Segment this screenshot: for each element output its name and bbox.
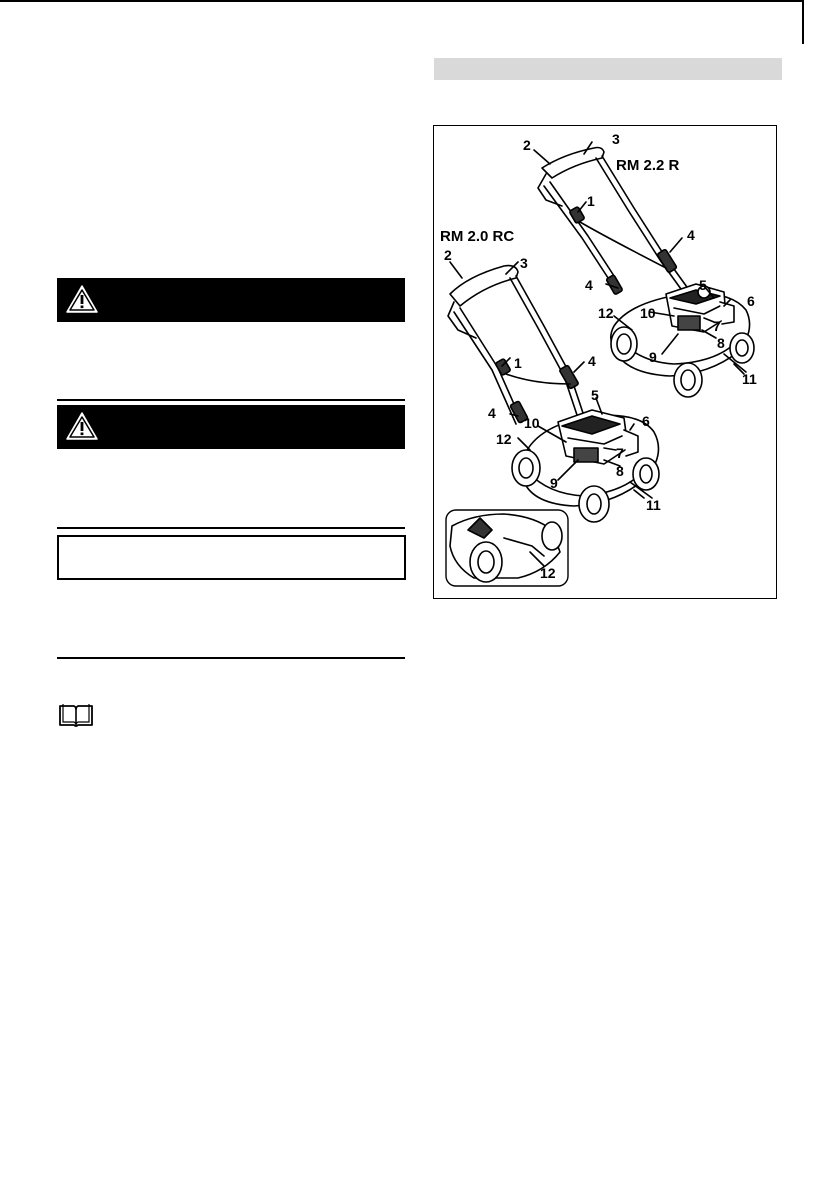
callout-b-4: 4	[588, 353, 596, 369]
callout-b-10: 10	[524, 415, 540, 431]
notice-box	[57, 535, 406, 580]
callout-a-4b: 4	[585, 277, 593, 293]
callout-b-12: 12	[496, 431, 512, 447]
callout-b-6: 6	[642, 413, 650, 429]
callout-a-4: 4	[687, 227, 695, 243]
callout-b-7: 7	[616, 445, 624, 461]
callout-a-8: 8	[717, 335, 725, 351]
callout-a-11: 11	[742, 371, 757, 387]
callout-inset-12: 12	[540, 565, 556, 581]
thumb-tab-edge	[802, 0, 804, 44]
callout-b-8: 8	[616, 463, 624, 479]
mower-illustration	[434, 126, 776, 598]
warning-2-top-rule	[57, 399, 405, 401]
callout-b-3: 3	[520, 255, 528, 271]
callout-a-5: 5	[699, 277, 707, 293]
warning-triangle-icon	[66, 411, 98, 441]
section-end-rule	[57, 657, 405, 659]
callout-a-2: 2	[523, 137, 531, 153]
callout-a-6: 6	[747, 293, 755, 309]
section-heading-bar	[434, 58, 782, 80]
callout-a-3: 3	[612, 131, 620, 147]
warning-banner-1	[57, 278, 405, 322]
callout-b-11: 11	[646, 497, 661, 513]
warning-triangle-icon	[66, 284, 98, 314]
callout-a-12: 12	[598, 305, 614, 321]
model-label-b: RM 2.0 RC	[440, 228, 515, 245]
callout-b-5: 5	[591, 387, 599, 403]
warning-1-bottom-rule	[57, 320, 405, 322]
warning-banner-2	[57, 405, 405, 449]
callout-b-1: 1	[514, 355, 522, 371]
callout-a-1: 1	[587, 193, 595, 209]
callout-b-9: 9	[550, 475, 558, 491]
callout-a-9: 9	[649, 349, 657, 365]
callout-a-7: 7	[713, 318, 721, 334]
mower-overview-figure	[433, 125, 777, 599]
notice-top-rule	[57, 527, 405, 529]
model-label-a: RM 2.2 R	[616, 157, 680, 174]
callout-b-4b: 4	[488, 405, 496, 421]
callout-b-2: 2	[444, 247, 452, 263]
open-book-icon	[58, 702, 94, 728]
page-top-rule	[0, 0, 803, 2]
callout-a-10: 10	[640, 305, 656, 321]
